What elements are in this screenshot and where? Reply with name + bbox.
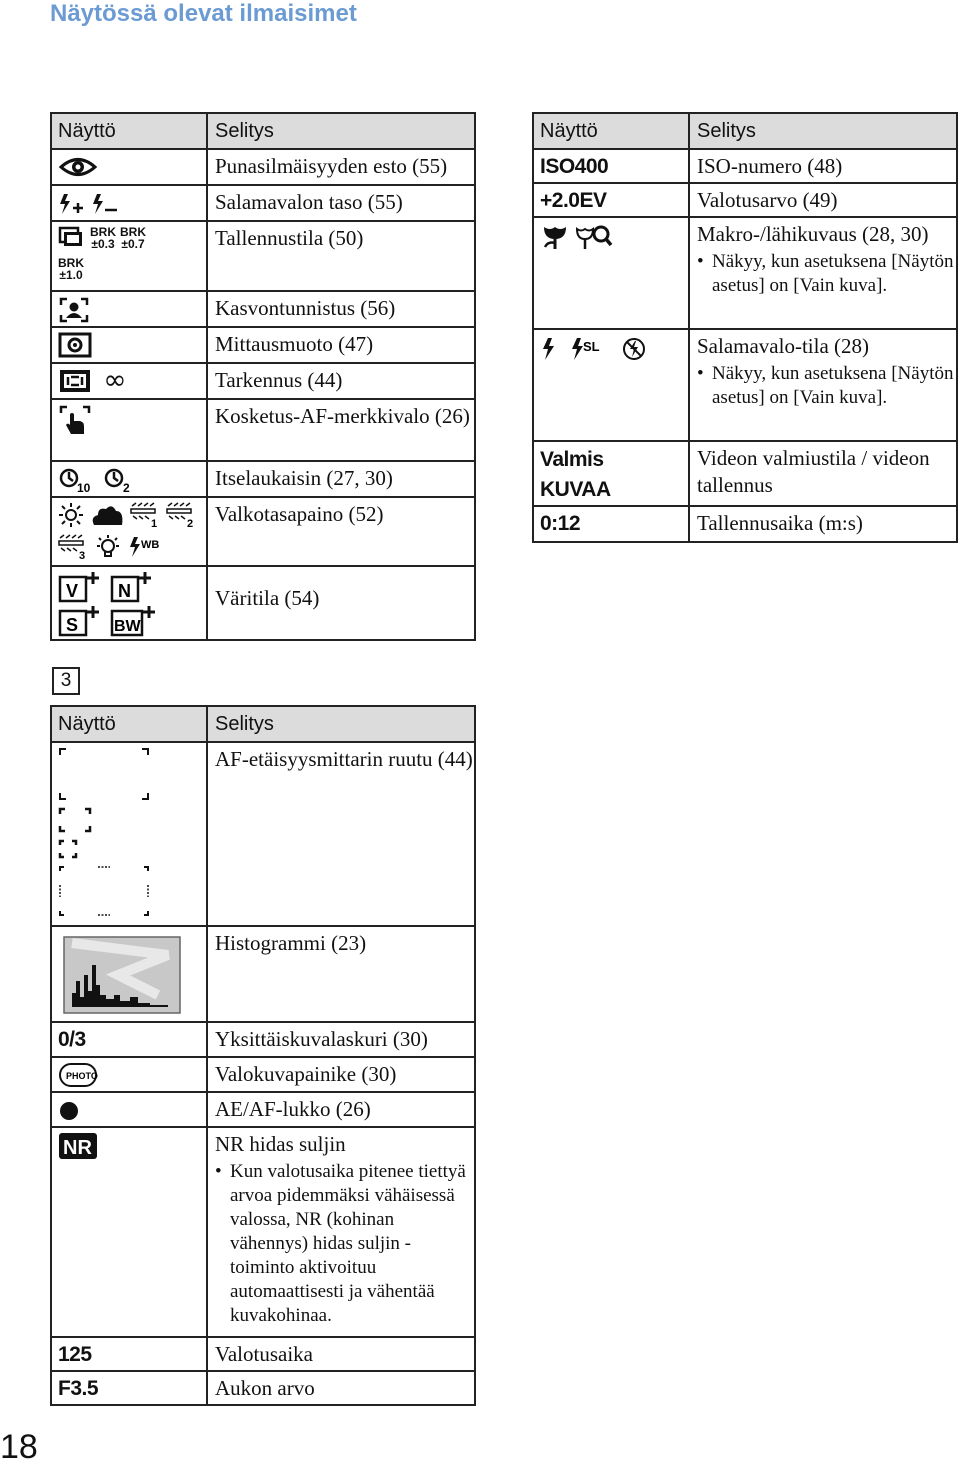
svg-text:N: N xyxy=(118,581,131,601)
table-row xyxy=(533,329,957,441)
nr-icon xyxy=(58,1132,98,1160)
svg-text:PHOTO: PHOTO xyxy=(66,1071,98,1082)
row-desc: AE/AF-lukko (26) xyxy=(215,1097,371,1121)
sepia-icon xyxy=(58,605,100,637)
table-row xyxy=(51,1092,475,1127)
af-frame-wide-icon xyxy=(58,747,206,801)
table-row xyxy=(533,441,957,506)
touch-af-icon xyxy=(58,404,92,438)
row-desc: Tarkennus (44) xyxy=(215,368,343,392)
table-row xyxy=(51,1371,475,1405)
table-header-row xyxy=(51,113,475,149)
bullet-note: • Näkyy, kun asetuksena [Näytön asetus] on [Vain kuva]. xyxy=(697,362,956,410)
svg-text:WB: WB xyxy=(141,539,160,551)
macro-icon xyxy=(540,223,570,251)
infinity-icon: ∞ xyxy=(103,362,127,396)
svg-text:3: 3 xyxy=(79,550,86,560)
table-row xyxy=(51,1337,475,1371)
row-desc: Mittausmuoto (47) xyxy=(215,332,374,356)
table-row xyxy=(51,327,475,363)
table-row xyxy=(51,566,475,640)
face-detection-icon xyxy=(58,296,90,324)
fluorescent-2-icon xyxy=(166,502,196,528)
ae-af-lock-icon xyxy=(58,1100,80,1122)
svg-text:SL: SL xyxy=(583,339,600,355)
svg-text:2: 2 xyxy=(187,518,194,528)
flash-plus-icon xyxy=(58,191,86,217)
row-desc: Salamavalo-tila (28) xyxy=(697,334,870,358)
row-desc: Aukon arvo xyxy=(215,1376,315,1400)
still-counter-value: 0/3 xyxy=(58,1028,86,1051)
table-row xyxy=(51,149,475,185)
svg-text:NR: NR xyxy=(63,1137,92,1159)
header-display: Näyttö xyxy=(51,113,207,149)
row-desc: Makro-/lähikuvaus (28, 30) xyxy=(697,222,929,246)
row-desc: AF-etäisyysmittarin ruutu (44) xyxy=(215,747,473,771)
movie-status-value: Valmis KUVAA xyxy=(540,448,611,501)
af-frame-center-icon xyxy=(58,807,206,833)
table-row xyxy=(51,497,475,566)
header-desc: Selitys xyxy=(207,113,475,149)
row-desc: Tallennusaika (m:s) xyxy=(697,511,863,535)
self-timer-2-icon xyxy=(103,466,137,494)
row-desc: Kosketus-AF-merkkivalo (26) xyxy=(215,404,470,428)
header-display: Näyttö xyxy=(51,706,207,742)
svg-text:S: S xyxy=(66,615,79,635)
metering-spot-icon xyxy=(58,332,92,358)
table-row xyxy=(51,363,475,399)
bullet-note: • Kun valotusaika pitenee tiettyä arvoa pidemmäksi vähäisessä valossa, NR (kohinan vähennys) hidas suljin -toiminto aktivoituu automaattisesti ja vähentää kuvakohinaa. xyxy=(215,1160,474,1328)
table-row xyxy=(533,183,957,217)
ev-value: +2.0EV xyxy=(540,189,607,212)
flash-off-icon xyxy=(621,336,647,362)
indicator-table-bottom xyxy=(50,705,476,1406)
svg-text:2: 2 xyxy=(123,481,130,494)
table-row xyxy=(51,1127,475,1337)
row-desc: ISO-numero (48) xyxy=(697,154,843,178)
page-header: Näytössä olevat ilmaisimet xyxy=(50,0,357,27)
natural-icon xyxy=(110,571,152,603)
row-desc: Histogrammi (23) xyxy=(215,931,367,955)
fluorescent-3-icon xyxy=(58,534,88,560)
eye-icon xyxy=(58,154,98,180)
photo-button-icon xyxy=(58,1062,100,1088)
incandescent-icon xyxy=(94,534,122,560)
bullet-text: Näkyy, kun asetuksena [Näytön asetus] on [Vain kuva]. xyxy=(712,251,954,296)
table-row xyxy=(533,149,957,183)
header-desc: Selitys xyxy=(207,706,475,742)
row-desc: Videon valmiustila / videon tallennus xyxy=(697,446,930,497)
table-row xyxy=(51,185,475,221)
table-row xyxy=(51,221,475,291)
flash-minus-icon xyxy=(91,191,119,217)
bullet-note: • Näkyy, kun asetuksena [Näytön asetus] on [Vain kuva]. xyxy=(697,250,956,298)
svg-text:BW: BW xyxy=(114,618,141,635)
table-row xyxy=(51,399,475,461)
row-desc: NR hidas suljin xyxy=(215,1132,346,1156)
row-desc: Valotusaika xyxy=(215,1342,313,1366)
aperture-value: F3.5 xyxy=(58,1377,99,1400)
row-desc: Punasilmäisyyden esto (55) xyxy=(215,154,448,178)
table-row xyxy=(533,506,957,542)
bracket-icon: BRK ±0.3 xyxy=(90,225,116,251)
cloud-icon xyxy=(90,503,124,527)
burst-icon xyxy=(58,226,86,250)
bullet-text: Kun valotusaika pitenee tiettyä arvoa pidemmäksi vähäisessä valossa, NR (kohinan vähennys) hidas suljin -toiminto aktivoituu automaattisesti ja vähentää kuvakohinaa. xyxy=(230,1161,466,1326)
row-desc: Salamavalon taso (55) xyxy=(215,190,403,214)
shutter-speed-value: 125 xyxy=(58,1343,92,1366)
indicator-table-right xyxy=(532,112,958,543)
row-desc: Yksittäiskuvalaskuri (30) xyxy=(215,1027,428,1051)
table-row xyxy=(51,926,475,1022)
row-desc: Valkotasapaino (52) xyxy=(215,502,384,526)
indicator-table-left xyxy=(50,112,476,641)
self-timer-10-icon xyxy=(58,466,98,494)
histogram-icon xyxy=(58,935,206,1015)
table-row xyxy=(533,217,957,329)
recording-time-value: 0:12 xyxy=(540,512,581,535)
row-desc: Väritila (54) xyxy=(215,586,320,610)
table-row xyxy=(51,742,475,926)
af-frame-dotted-icon xyxy=(58,865,206,917)
header-display: Näyttö xyxy=(533,113,689,149)
section-marker: 3 xyxy=(52,667,80,695)
svg-text:10: 10 xyxy=(77,481,91,494)
row-desc: Tallennustila (50) xyxy=(215,226,364,250)
magnifier-macro-icon xyxy=(575,223,613,251)
sun-icon xyxy=(58,502,84,528)
row-desc: Kasvontunnistus (56) xyxy=(215,296,396,320)
af-frame-spot-icon xyxy=(58,839,206,859)
fluorescent-1-icon xyxy=(130,502,160,528)
flash-wb-icon xyxy=(128,534,162,560)
table-row xyxy=(51,1022,475,1057)
table-row xyxy=(51,461,475,497)
bullet-text: Näkyy, kun asetuksena [Näytön asetus] on [Vain kuva]. xyxy=(712,363,954,408)
iso-value: ISO400 xyxy=(540,155,609,178)
table-row xyxy=(51,1057,475,1092)
page-number: 18 xyxy=(0,1428,38,1466)
table-row xyxy=(51,291,475,327)
svg-text:1: 1 xyxy=(151,518,158,528)
flash-slow-sync-icon xyxy=(569,336,609,362)
svg-text:V: V xyxy=(66,581,79,601)
flash-icon xyxy=(540,336,558,362)
header-desc: Selitys xyxy=(689,113,957,149)
focus-frame-icon xyxy=(58,368,92,394)
bracket-icon: BRK ±1.0 xyxy=(58,256,84,283)
vivid-icon xyxy=(58,571,100,603)
table-header-row xyxy=(533,113,957,149)
bw-icon xyxy=(110,605,156,637)
row-desc: Valotusarvo (49) xyxy=(697,188,838,212)
row-desc: Itselaukaisin (27, 30) xyxy=(215,466,393,490)
bracket-icon: BRK ±0.7 xyxy=(120,225,146,251)
table-header-row xyxy=(51,706,475,742)
row-desc: Valokuvapainike (30) xyxy=(215,1062,397,1086)
